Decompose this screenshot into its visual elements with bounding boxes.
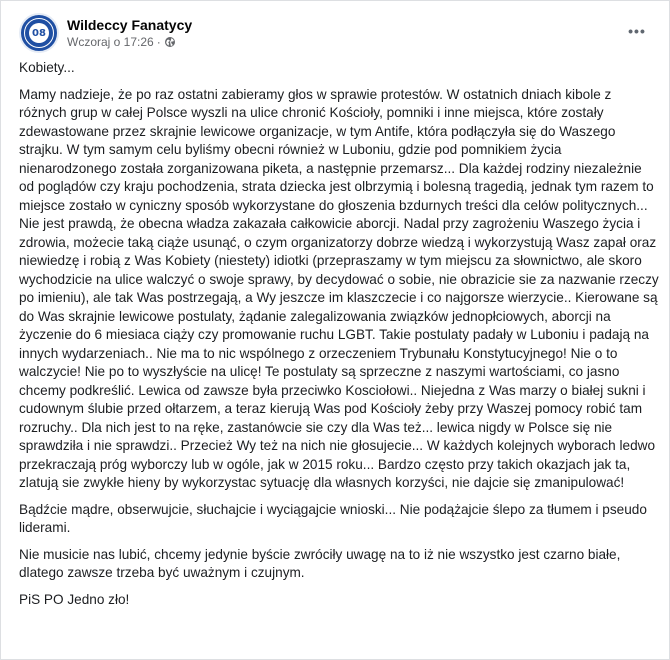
meta-separator: · — [156, 35, 161, 49]
more-options-button[interactable] — [619, 17, 655, 45]
post-body — [19, 59, 659, 617]
post-paragraph: Mamy nadzieje, że po raz ostatni zabieramy głos w sprawie protestów. W ostatnich dniach kibole z różnych grup w całej Polsce wyszli na ulice chronić Kościoły, pomniki i inne miejsca, które zostały zdewastowane przez skrajnie lewicowe organizacje, w tym Antife, która podłączyła się do Waszego strajku. W tym samym celu byliśmy obecni również w Luboniu, gdzie pod pomnikiem życia nienarodzonego została zorganizowana piketa, a następnie przemarsz... Dla każdej rodziny niezależnie od poglądów czy kraju pochodzenia, strata dziecka jest olbrzymią i bolesną tragedią, jednak tym razem to miejsce zostało w cyniczny sposób wykorzystane do głoszenia bzdurnych treści dla celów politycznych... Nie jest prawdą, że obecna władza zakazała całkowicie aborcji. Nadal przy zagrożeniu Waszego życia i zdrowia, możecie taką ciąże usunąć, o czym organizatorzy dobrze wiedzą i wykorzystują Wasz zapał oraz niewiedzę i robią z Was Kobiety (niestety) idiotki (przepraszamy w tym miejscu za słownictwo, ale skoro wychodzicie na ulice walczyć o swoje sprawy, by decydować o sobie, nie obrazicie sie za nazwanie rzeczy po imieniu), ale tak Was postrzegają, a Wy jeszcze im klaszczecie i co najgorsze wierzycie.. Kierowane są do Was skrajnie lewicowe postulaty, żądanie zalegalizowania związków jednopłciowych, aborcji na życzenie do 6 miesiaca ciąży czy promowanie ruchu LGBT. Takie postulaty padały w Luboniu i padają na innych wydarzeniach.. Nie ma to nic wspólnego z orzeczeniem Trybunału Konstytucyjnego! Nie o to walczycie! Nie po to wyszłyście na ulicę! Te postulaty są sprzeczne z naszymi wartościami, co jasno chcemy podkreślić. Lewica od zawsze była przeciwko Kosciołowi.. Niejedna z Was marzy o białej sukni i cudownym ślubie przed ołtarzem, a teraz kierują Was pod Kościoły żeby przy Waszej pomocy robić tam rozruchy.. Dla nich jest to na ręke, zastanówcie sie czy dla Was też... lewica nigdy w Polsce się nie sprawdziła i nie sprawdzi.. Przecież Wy też na nich nie głosujecie... W każdych kolejnych wyborach ledwo przekraczają próg wyborczy lub w ogóle, jak w 2015 roku... Bardzo często przy takich okazjach jak ta, zlatują sie zwykłe hieny by wykorzystac sytuację dla własnych korzyści, nie dajcie się zmanipulować! — [19, 86, 659, 490]
avatar[interactable] — [19, 13, 59, 53]
more-options-icon: ••• — [628, 23, 646, 39]
avatar-badge: 08 — [29, 23, 49, 43]
post-subline — [67, 34, 192, 50]
post-meta — [67, 16, 192, 50]
post-paragraph: Kobiety... — [19, 60, 75, 75]
page-name-link[interactable]: Wildeccy Fanatycy — [67, 17, 193, 33]
post-paragraph: Bądźcie mądre, obserwujcie, słuchajcie i wyciągajcie wnioski... Nie podążajcie ślepo za tłumem i pseudo liderami. — [19, 501, 647, 535]
globe-icon[interactable] — [164, 36, 176, 48]
post-paragraph: PiS PO Jedno zło! — [19, 591, 130, 607]
post-paragraph: Nie musicie nas lubić, chcemy jedynie byście zwróciły uwagę na to iż nie wszystko jest czarno białe, dlatego zawsze trzeba być uważnym i czujnym. — [19, 546, 621, 580]
post-timestamp[interactable]: Wczoraj o 17:26 — [67, 35, 154, 49]
post-header — [19, 13, 192, 53]
